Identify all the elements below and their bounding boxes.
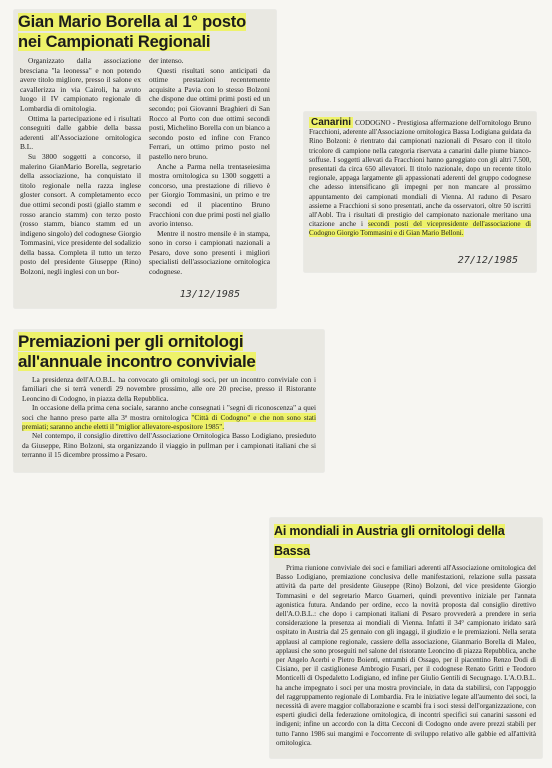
headline bbox=[14, 330, 324, 375]
column-left bbox=[20, 56, 141, 277]
article-body bbox=[304, 112, 536, 245]
handwritten-date: 27/12/1985 bbox=[457, 255, 518, 266]
paragraph: Questi risultati sono anticipati da ottime prestazioni recentemente acquisite a Pavia con lo stesso Bolzoni che dispone due ottimi primi posti ed un secondo; poi Giovanni Braghieri di San Rocco al Porto con due ottimi secondi posti, Michelino Borella con un bianco a secondo posto ed infine con Franco Ferrari, un ottimo primo posto nel pastello nero bruno. bbox=[149, 65, 270, 161]
paragraph bbox=[22, 403, 316, 431]
paragraph: Nel contempo, il consiglio direttivo dell'Associazione Ornitologica Basso Lodigiano, presieduto da Giuseppe, Rino Bolzoni, sta organizzando il viaggio in pullman per i campionati italiani che si terranno il 15 dicembre prossimo a Pesaro. bbox=[22, 431, 316, 460]
paragraph: Anche a Parma nella trentaseiesima mostra ornitologica su 1300 soggetti a concorso, una prestazione di rilievo è per Giorgio Tommasini, un primo e tre secondi ed il piacentino Bruno Fracchioni con due primi posti nel giallo avorio intenso. bbox=[149, 161, 270, 229]
clipping-canarini bbox=[304, 112, 536, 272]
article-text: CODOGNO - Prestigiosa affermazione dell'ornitologo Bruno Fracchioni, aderente all'Associazione ornitologica Bassa Lodigiana guidata da Rino Bolzoni: è rientrato dai campionati nazionali di Pesaro con il titolo tricolore di campione nella categoria riservata a canarini dalle piume bianco-soffuse. I soggetti allevati da Fracchioni hanno gareggiato con gli altri 7.500, presentati da circa 650 allevatori. Il titolo nazionale, dopo un recente titolo regionale, appaga largamente gli appassionati aderenti del gruppo codognese che adesso intensificano gli impegni per non mancare al prossimo appuntamento dei campionati mondiali di Vienna. Al raduno di Pesaro assieme a Fracchioni si sono presentati, anche da osservatori, oltre 50 iscritti all'Aobl. Tra i risultati di prestigio del campionato nazionale meritano una citazione anche i bbox=[309, 119, 531, 229]
paragraph: Prima riunione conviviale dei soci e familiari aderenti all'Associazione ornitologica del Basso Lodigiano, premiazione conclusiva delle manifestazioni, relazione sulla passata attività da parte del presidente Giuseppe (Rino) Bolzoni, del vice presidente Giorgio Tommasini e del segretario Marco Guarneri, quindi preventivo iniziale per l'annata agonistica futura. Andando per ordine, ecco la novità proposta dal consiglio direttivo dell'A.O.B.L.: che dopo i campionati italiani di Pesaro provvederà a prendere in seria considerazione la presenza ai mondiali di Vienna. Infatti il 34° campionato iridato sarà ospitato in Austria dal 25 gennaio con gli ingaggi, il giudizio e le premiazioni. Nella serata applausi al campione regionale, cassiere della associazione, Gianmario Borella di Maleo, applausi che sono proseguiti nel salone del ristorante Leoncino di piazza Repubblica, anche per Angelo Acerbi e Pietro Boienti, entrambi di Ossago, per il piacentino Renzo Dodi di Cisiano, per il castiglionese Ambrogio Fusari, per il codognese Renato Gritti e Teodoro Monticelli di Ospedaletto Lodigiano, ed infine per Giulio Gentili di Secugnago. L'A.O.B.L. ha anche impegnato i soci per una mostra provinciale, in data da stabilirsi, con l'appoggio del raggruppamento regionale di Lombardia. Fra le iniziative legate all'aumento dei soci, la necessità di avere maggior collaborazione e scambi fra i soci stessi dell'organizzazione, con esperti giudici della federazione ornitologica, di incontri specifici sui canarini sassoni ed indigeni; infine un accordo con la ditta Cecconi di Codogno onde avere prezzi stabili per tutto l'anno 1986 sui mangimi e l'occorrente di sviluppo relativo alle gabbie ed all'attività ornitologica. bbox=[276, 564, 536, 747]
headline-text: Premiazioni per gli ornitologi all'annuale incontro conviviale bbox=[18, 332, 256, 371]
clipping-premiazioni bbox=[14, 330, 324, 472]
headline-text: Gian Mario Borella al 1° posto nei Campionati Regionali bbox=[18, 13, 246, 51]
article-body bbox=[14, 375, 324, 460]
headline-text: Ai mondiali in Austria gli ornitologi della Bassa bbox=[274, 524, 505, 558]
article-body bbox=[14, 56, 276, 277]
paragraph: der intenso. bbox=[149, 56, 184, 65]
article-body bbox=[270, 564, 542, 748]
paragraph: Mentre il nostro mensile è in stampa, sono in corso i campionati nazionali a Pesaro, dove sono presenti i migliori specialisti dell'associazione ornitologica codognese. bbox=[149, 228, 270, 277]
paragraph: La presidenza dell'A.O.B.L. ha convocato gli ornitologi soci, per un incontro conviviale con i familiari che si terrà venerdì 29 novembre prossimo, alle ore 20 precise, presso il Ristorante Leoncino di Codogno, in piazza della Repubblica. bbox=[22, 375, 316, 403]
paragraph: Organizzato dalla associazione bresciana "la leonessa" e non potendo avere titolo migliore, presso il salone ex cavallerizza in via Cairoli, ha avuto luogo il IV campionato regionale di Lombardia di ornitologia. bbox=[20, 56, 141, 113]
handwritten-date: 13/12/1985 bbox=[179, 289, 240, 300]
headline bbox=[270, 518, 542, 564]
paragraph-text: In occasione della prima cena sociale, saranno anche consegnati i "segni di riconoscenza" a quei soci che hanno preso parte alla 3ª mostra ornitologica bbox=[22, 403, 316, 422]
column-right bbox=[149, 56, 270, 277]
paragraph: Su 3800 soggetti a concorso, il malerino GianMario Borella, segretario della associazione, ha conquistato il titolo regionale nella razza inglese gloster consort. A completamento ecco due ottimi secondi posti (giallo stamm e rosso arancio stamm) con terzo posto (rosso stamm, bianco stamm ed un indigeno singolo) del codognese Giorgio Tommasini, vice presidente del sodalizio della bassa. Completa il tutto un terzo posto del presidente Giuseppe (Rino) Bolzoni, negli inglesi con un bor- bbox=[20, 151, 141, 277]
headline bbox=[14, 10, 276, 56]
section-tag: Canarini bbox=[311, 117, 352, 128]
paragraph: Ottima la partecipazione ed i risultati conseguiti dalle gabbie della bassa aderenti all'Associazione ornitologica B.L. bbox=[20, 113, 141, 152]
highlighted-text: secondi posti del vicepresidente dell'associazione di Codogno Giorgio Tommasini e di Gian Mario Belloni. bbox=[309, 220, 532, 238]
highlighted-text: "Città di Codogno" e che non sono stati premiati; saranno anche eletti il "miglior allevatore-espositore 1985". bbox=[22, 412, 316, 432]
clipping-mondiali bbox=[270, 518, 542, 758]
clipping-borella bbox=[14, 10, 276, 308]
